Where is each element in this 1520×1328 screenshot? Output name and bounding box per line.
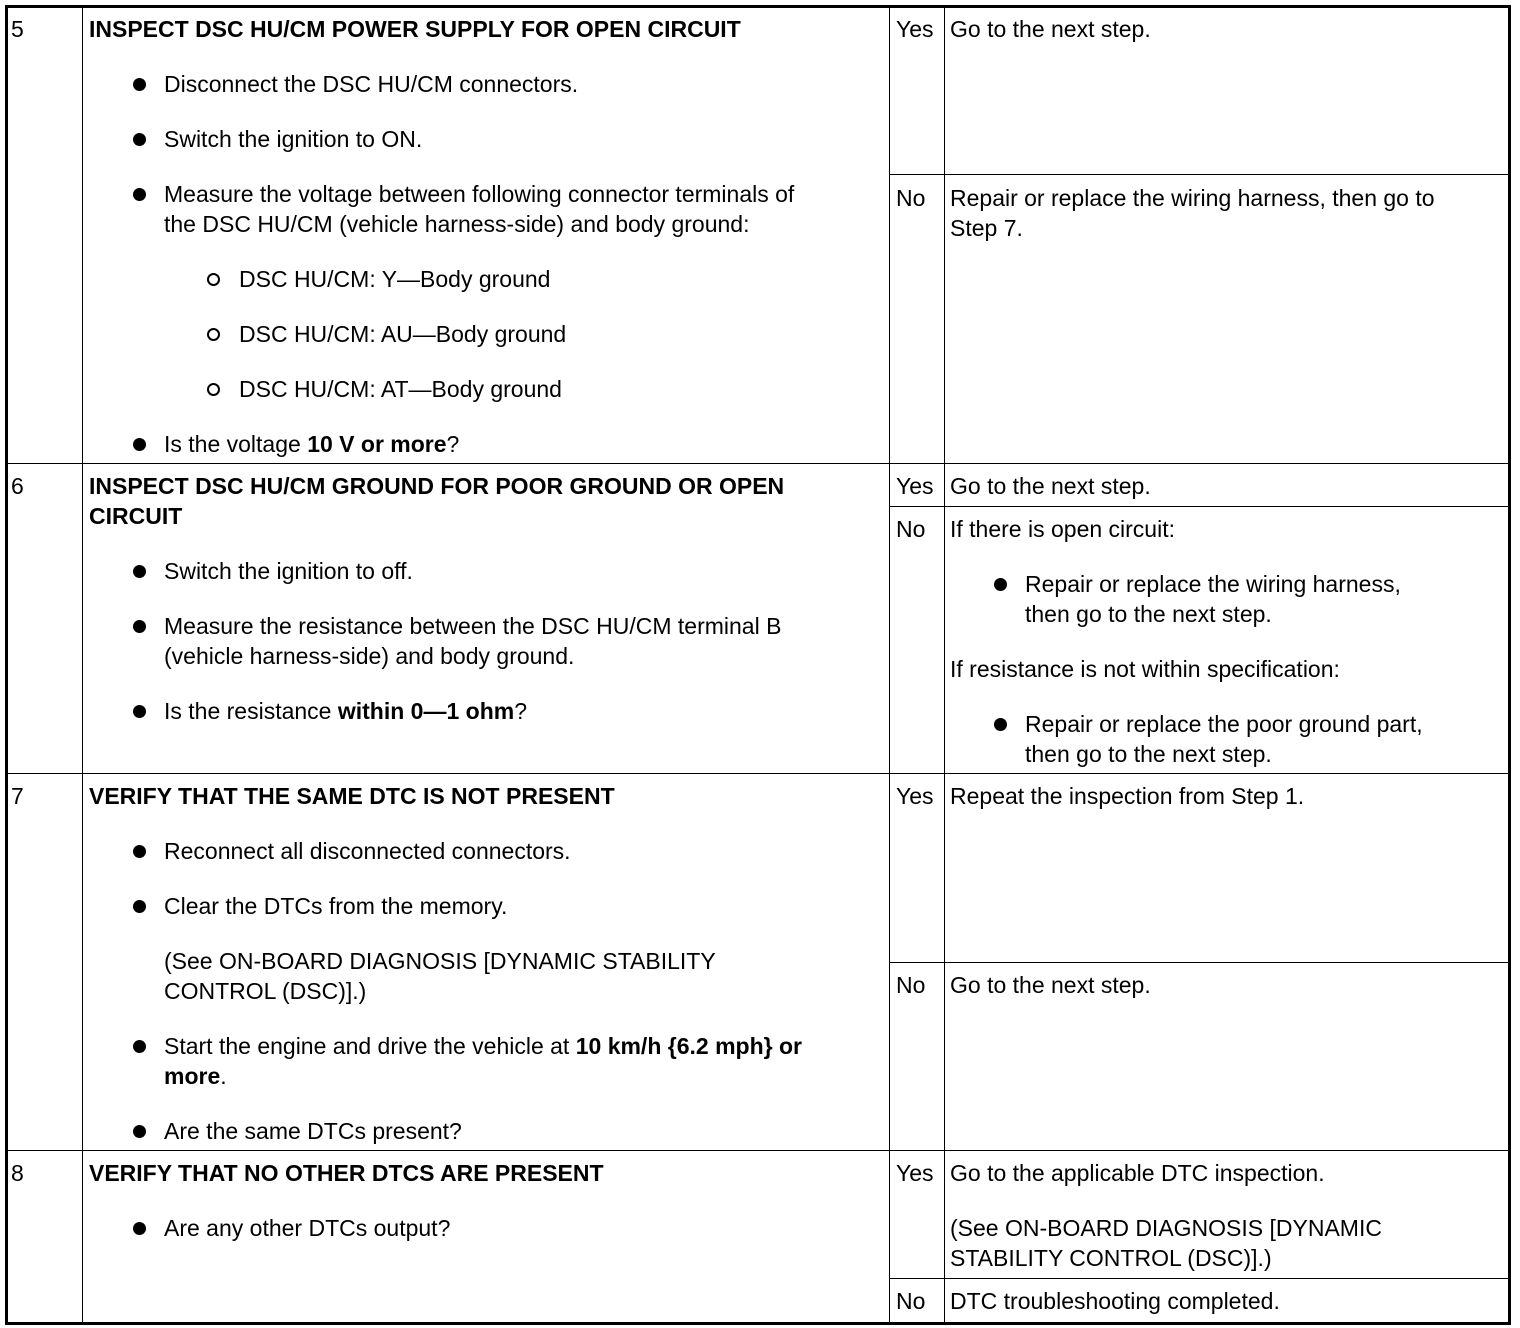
bullet-icon — [133, 620, 146, 633]
instruction — [164, 1031, 802, 1061]
step-title: INSPECT DSC HU/CM GROUND FOR POOR GROUND OR OPEN — [89, 473, 785, 499]
step-number: 6 — [11, 473, 24, 499]
instruction-prefix: Start the engine and drive the vehicle at — [164, 1033, 576, 1059]
yes-action: Go to the next step. — [950, 16, 1151, 42]
question-suffix: ? — [446, 431, 460, 457]
sub-bullet-icon — [207, 328, 220, 341]
row-divider — [8, 1150, 1508, 1151]
no-remedy-continued: then go to the next step. — [1025, 601, 1272, 627]
terminal-item: DSC HU/CM: Y—Body ground — [239, 266, 551, 292]
question — [164, 429, 459, 459]
instruction-suffix: . — [220, 1063, 227, 1089]
bullet-icon — [133, 845, 146, 858]
column-divider — [82, 8, 83, 1322]
bullet-icon — [133, 78, 146, 91]
bullet-icon — [133, 1040, 146, 1053]
instruction-continued: the DSC HU/CM (vehicle harness-side) and body ground: — [164, 211, 750, 237]
no-remedy: Repair or replace the poor ground part, — [1025, 711, 1423, 737]
instruction-continued: (vehicle harness-side) and body ground. — [164, 643, 575, 669]
column-divider — [889, 8, 890, 1322]
no-condition: If resistance is not within specification: — [950, 656, 1340, 682]
yes-no-divider — [889, 962, 1508, 963]
no-condition: If there is open circuit: — [950, 516, 1175, 542]
instruction: Reconnect all disconnected connectors. — [164, 838, 571, 864]
no-remedy-continued: then go to the next step. — [1025, 741, 1272, 767]
instruction: Disconnect the DSC HU/CM connectors. — [164, 71, 579, 97]
bullet-icon — [133, 1222, 146, 1235]
question — [164, 696, 527, 726]
yes-label: Yes — [896, 1160, 934, 1186]
question-spec: within 0—1 ohm — [337, 698, 515, 724]
yes-label: Yes — [896, 16, 934, 42]
yes-no-divider — [889, 174, 1508, 175]
step-number: 7 — [11, 783, 24, 809]
yes-label: Yes — [896, 783, 934, 809]
bullet-icon — [133, 565, 146, 578]
step-title: VERIFY THAT THE SAME DTC IS NOT PRESENT — [89, 783, 615, 809]
reference-note-continued: CONTROL (DSC)].) — [164, 978, 367, 1004]
step-number: 5 — [11, 16, 24, 42]
column-divider — [944, 8, 945, 1322]
bullet-icon — [133, 900, 146, 913]
yes-action: Go to the applicable DTC inspection. — [950, 1160, 1325, 1186]
no-label: No — [896, 972, 926, 998]
no-action: DTC troubleshooting completed. — [950, 1288, 1280, 1314]
no-action: Go to the next step. — [950, 972, 1151, 998]
instruction: Measure the resistance between the DSC HU/CM terminal B — [164, 613, 782, 639]
instruction: Clear the DTCs from the memory. — [164, 893, 508, 919]
bullet-icon — [133, 705, 146, 718]
bullet-icon — [994, 578, 1007, 591]
terminal-item: DSC HU/CM: AT—Body ground — [239, 376, 562, 402]
question-prefix: Is the resistance — [164, 698, 338, 724]
step-title: INSPECT DSC HU/CM POWER SUPPLY FOR OPEN CIRCUIT — [89, 16, 741, 42]
step-title-continued: CIRCUIT — [89, 503, 183, 529]
sub-bullet-icon — [207, 273, 220, 286]
no-action: Repair or replace the wiring harness, then go to — [950, 185, 1435, 211]
speed-spec: 10 km/h {6.2 mph} or — [575, 1033, 802, 1059]
yes-action: Repeat the inspection from Step 1. — [950, 783, 1305, 809]
question-spec: 10 V or more — [307, 431, 447, 457]
reference-note: (See ON-BOARD DIAGNOSIS [DYNAMIC STABILITY — [164, 948, 716, 974]
bullet-icon — [133, 1125, 146, 1138]
step-number: 8 — [11, 1160, 24, 1186]
no-label: No — [896, 516, 926, 542]
diagnostic-table — [5, 5, 1511, 1325]
question: Are the same DTCs present? — [164, 1118, 462, 1144]
step-title: VERIFY THAT NO OTHER DTCS ARE PRESENT — [89, 1160, 604, 1186]
no-label: No — [896, 185, 926, 211]
bullet-icon — [133, 133, 146, 146]
reference-note-continued: STABILITY CONTROL (DSC)].) — [950, 1245, 1272, 1271]
no-action-continued: Step 7. — [950, 215, 1023, 241]
question-prefix: Is the voltage — [164, 431, 308, 457]
bullet-icon — [133, 438, 146, 451]
yes-no-divider — [889, 506, 1508, 507]
yes-label: Yes — [896, 473, 934, 499]
row-divider — [8, 463, 1508, 464]
yes-no-divider — [889, 1278, 1508, 1279]
terminal-item: DSC HU/CM: AU—Body ground — [239, 321, 567, 347]
instruction: Measure the voltage between following connector terminals of — [164, 181, 795, 207]
bullet-icon — [133, 188, 146, 201]
question-suffix: ? — [514, 698, 527, 724]
row-divider — [8, 773, 1508, 774]
no-remedy: Repair or replace the wiring harness, — [1025, 571, 1401, 597]
instruction-continued — [164, 1061, 227, 1091]
yes-action: Go to the next step. — [950, 473, 1151, 499]
no-label: No — [896, 1288, 926, 1314]
instruction: Switch the ignition to ON. — [164, 126, 423, 152]
reference-note: (See ON-BOARD DIAGNOSIS [DYNAMIC — [950, 1215, 1382, 1241]
instruction: Switch the ignition to off. — [164, 558, 413, 584]
sub-bullet-icon — [207, 383, 220, 396]
bullet-icon — [994, 718, 1007, 731]
question: Are any other DTCs output? — [164, 1215, 451, 1241]
speed-spec-continued: more — [164, 1063, 221, 1089]
